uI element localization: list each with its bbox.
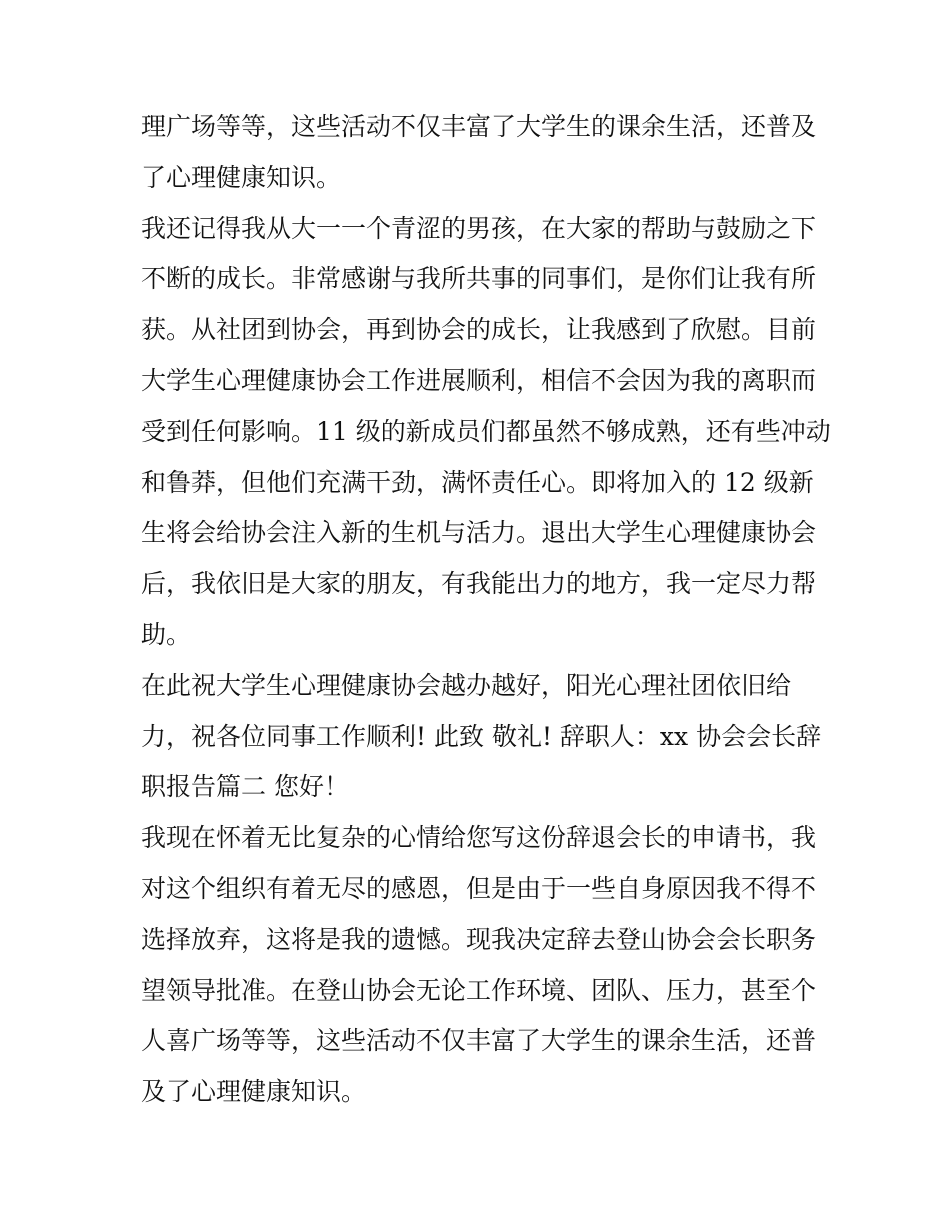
text-line: 我还记得我从大一一个青涩的男孩，在大家的帮助与鼓励之下 <box>141 213 817 243</box>
text-line: 受到任何影响。11 级的新成员们都虽然不够成熟，还有些冲动 <box>141 416 831 446</box>
text-line: 和鲁莽，但他们充满干劲，满怀责任心。即将加入的 12 级新 <box>141 467 814 497</box>
text-line: 在此祝大学生心理健康协会越办越好，阳光心理社团依旧给 <box>141 670 792 700</box>
text-line: 助。 <box>141 619 192 649</box>
text-line: 理广场等等，这些活动不仅丰富了大学生的课余生活，还普及 <box>141 112 817 141</box>
document-body-text <box>141 102 831 1118</box>
text-line: 我现在怀着无比复杂的心情给您写这份辞退会长的申请书，我 <box>141 823 817 853</box>
text-line: 了心理健康知识。 <box>141 162 342 192</box>
text-line: 人喜广场等等，这些活动不仅丰富了大学生的课余生活，还普 <box>141 1026 817 1056</box>
text-line: 职报告篇二 您好！ <box>141 772 349 802</box>
text-line: 大学生心理健康协会工作进展顺利，相信不会因为我的离职而 <box>141 365 817 395</box>
text-line: 生将会给协会注入新的生机与活力。退出大学生心理健康协会 <box>141 518 817 548</box>
text-line: 选择放弃，这将是我的遗憾。现我决定辞去登山协会会长职务 <box>141 924 817 954</box>
text-line: 对这个组织有着无尽的感恩，但是由于一些自身原因我不得不 <box>141 873 817 903</box>
text-line: 后，我依旧是大家的朋友，有我能出力的地方，我一定尽力帮 <box>141 569 817 599</box>
text-line: 望领导批准。在登山协会无论工作环境、团队、压力，甚至个 <box>141 975 817 1005</box>
text-line: 力，祝各位同事工作顺利! 此致 敬礼! 辞职人：xx 协会会长辞 <box>141 721 822 751</box>
text-line: 及了心理健康知识。 <box>141 1077 367 1107</box>
text-line: 获。从社团到协会，再到协会的成长，让我感到了欣慰。目前 <box>141 315 817 345</box>
text-line: 不断的成长。非常感谢与我所共事的同事们，是你们让我有所 <box>141 264 817 294</box>
